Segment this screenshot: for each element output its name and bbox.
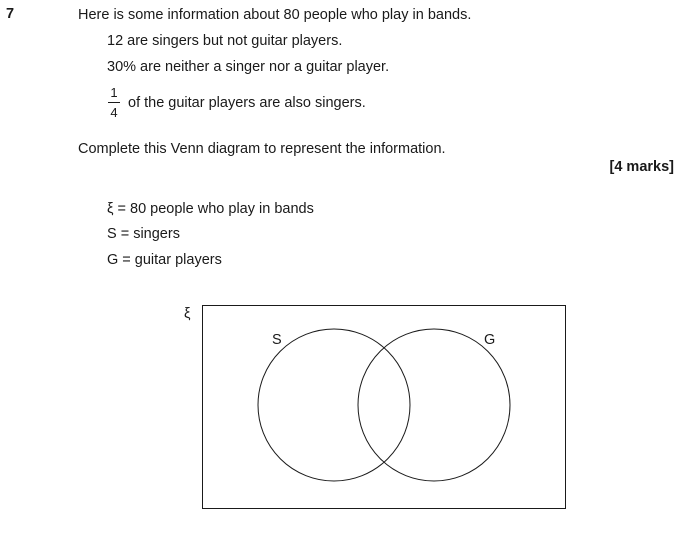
- guitar-set-label: G: [484, 332, 496, 348]
- fact-singers-only: 12 are singers but not guitar players.: [107, 33, 343, 49]
- question-intro: Here is some information about 80 people who play in bands.: [78, 7, 472, 23]
- universal-set-box: [203, 306, 566, 509]
- definition-universal-set: ξ = 80 people who play in bands: [107, 201, 314, 217]
- question-number: 7: [6, 6, 15, 22]
- fraction-denominator: 4: [110, 105, 118, 120]
- guitar-players-circle: [358, 329, 510, 481]
- fraction-numerator: 1: [110, 85, 118, 100]
- definition-singers: S = singers: [107, 226, 180, 242]
- fact-neither: 30% are neither a singer nor a guitar player.: [107, 59, 390, 75]
- singers-circle: [258, 329, 410, 481]
- question-instruction: Complete this Venn diagram to represent the information.: [78, 141, 446, 157]
- fact-guitar-singers: of the guitar players are also singers.: [128, 95, 366, 111]
- singers-set-label: S: [272, 332, 282, 348]
- definition-guitar-players: G = guitar players: [107, 252, 222, 268]
- marks-label: [4 marks]: [609, 159, 674, 175]
- universal-set-symbol: ξ: [184, 306, 191, 322]
